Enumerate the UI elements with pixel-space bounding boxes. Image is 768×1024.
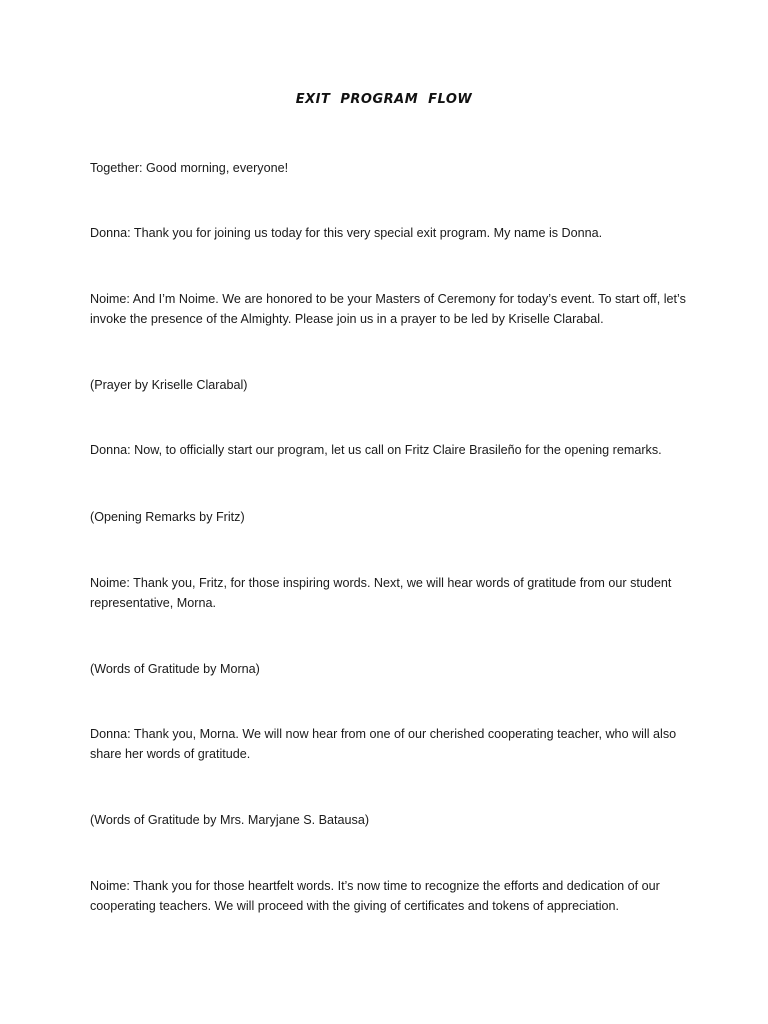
paragraph-noime-certificates: Noime: Thank you for those heartfelt words. It’s now time to recognize the efforts and dedication of our cooperating teachers. We will proceed with the giving of certificates and tokens of appreciation. (90, 879, 660, 913)
document-title: EXIT PROGRAM FLOW (295, 92, 473, 107)
paragraph-donna-welcome: Donna: Thank you for joining us today for this very special exit program. My name is Donna. (90, 226, 603, 240)
paragraph-opening-remarks: (Opening Remarks by Fritz) (90, 510, 245, 524)
paragraph-donna-teacher: Donna: Thank you, Morna. We will now hear from one of our cherished cooperating teacher, who will also share her words of gratitude. (90, 727, 677, 761)
paragraph-prayer: (Prayer by Kriselle Clarabal) (90, 378, 248, 392)
paragraph-noime-gratitude: Noime: Thank you, Fritz, for those inspiring words. Next, we will hear words of gratitude from our student representative, Morna. (90, 576, 672, 610)
paragraph-greeting: Together: Good morning, everyone! (90, 161, 289, 175)
paragraph-gratitude-morna: (Words of Gratitude by Morna) (90, 662, 260, 676)
paragraph-donna-opening: Donna: Now, to officially start our program, let us call on Fritz Claire Brasileño for the opening remarks. (90, 443, 662, 457)
paragraph-noime-intro: Noime: And I’m Noime. We are honored to be your Masters of Ceremony for today’s event. To start off, let’s invoke the presence of the Almighty. Please join us in a prayer to be led by Kriselle Clarabal. (90, 292, 686, 326)
paragraph-gratitude-teacher: (Words of Gratitude by Mrs. Maryjane S. Batausa) (90, 813, 370, 827)
